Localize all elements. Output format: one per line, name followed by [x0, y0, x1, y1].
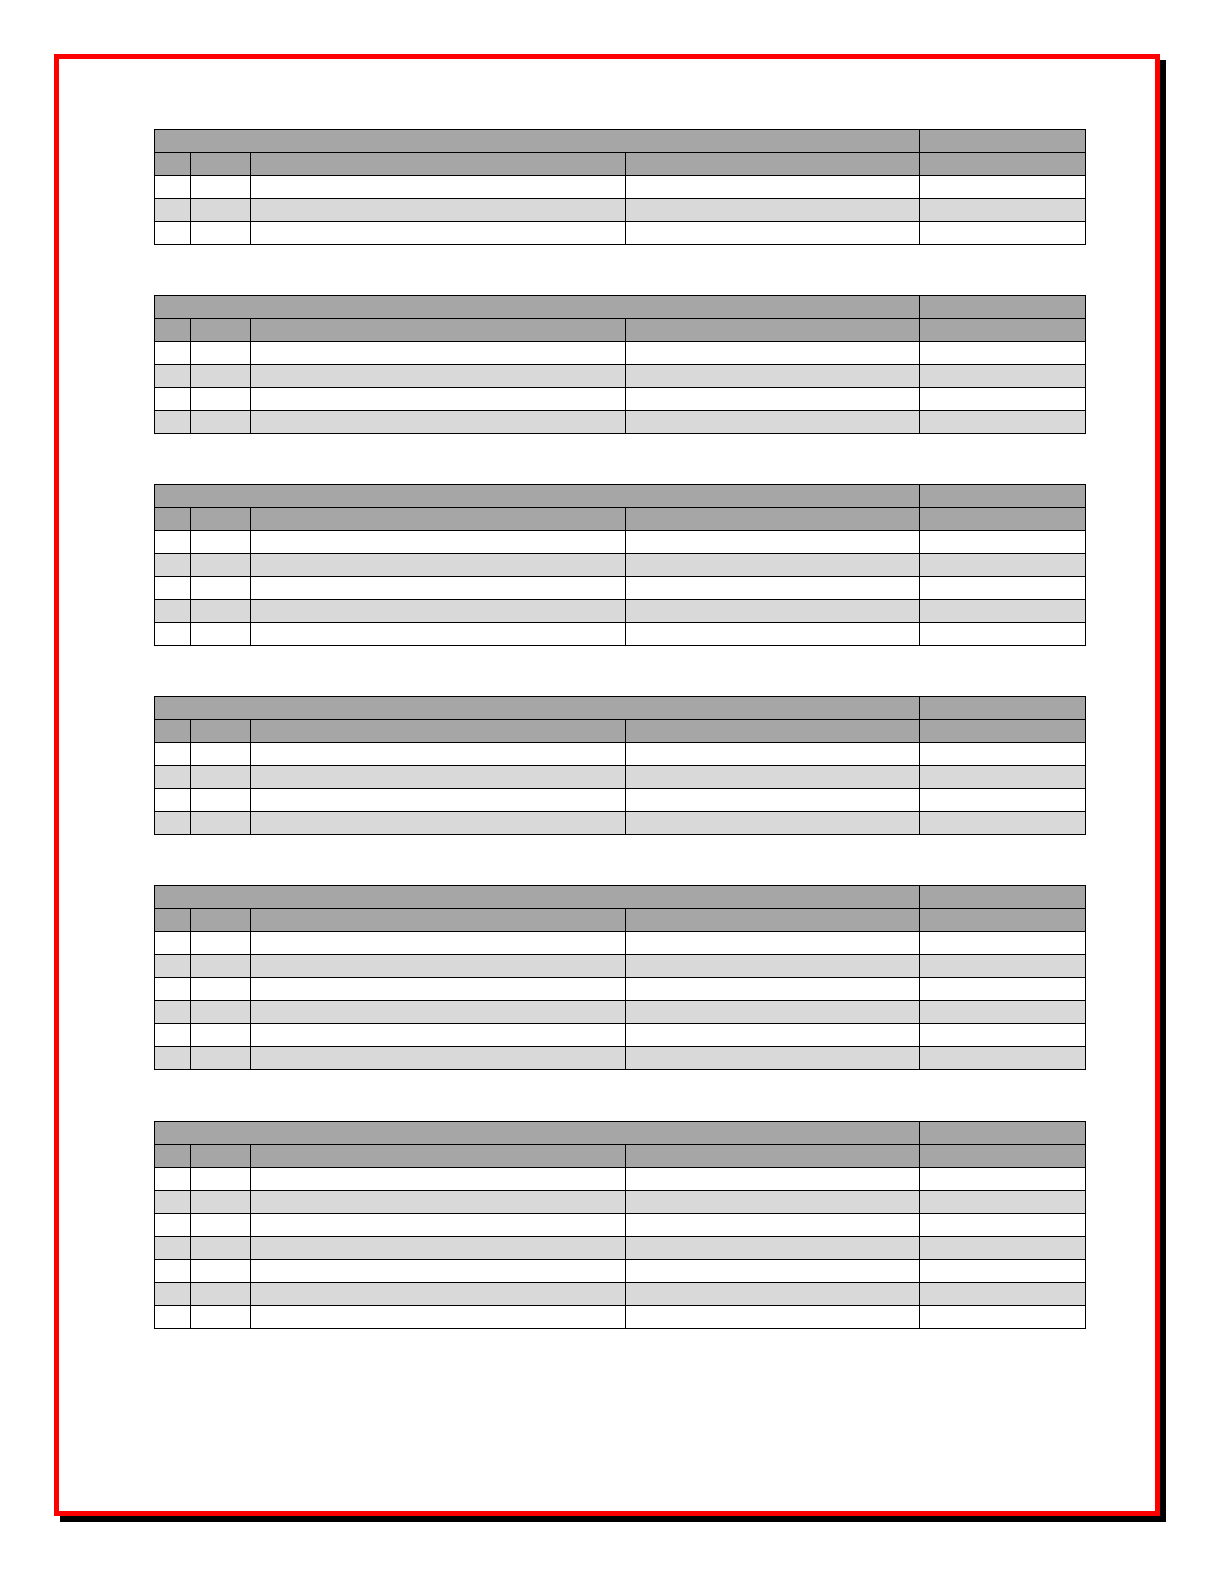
- table-row: [155, 1191, 1086, 1214]
- table-cell[interactable]: [191, 812, 251, 835]
- table-row: [155, 1214, 1086, 1237]
- table-cell[interactable]: [626, 1283, 920, 1306]
- table-title: [155, 697, 920, 720]
- table-cell[interactable]: [251, 623, 626, 646]
- table-cell[interactable]: [251, 1047, 626, 1070]
- table-row: [155, 365, 1086, 388]
- table-cell[interactable]: [920, 743, 1086, 766]
- table-cell[interactable]: [155, 1237, 191, 1260]
- column-header: [155, 909, 191, 932]
- column-header: [920, 319, 1086, 342]
- table-cell[interactable]: [251, 577, 626, 600]
- table-cell[interactable]: [155, 365, 191, 388]
- column-header: [626, 720, 920, 743]
- table-cell[interactable]: [155, 1191, 191, 1214]
- table-cell[interactable]: [920, 978, 1086, 1001]
- form-table-2: [154, 295, 1086, 434]
- table-cell[interactable]: [191, 411, 251, 434]
- table-cell[interactable]: [155, 623, 191, 646]
- column-header: [251, 508, 626, 531]
- table-row: [155, 222, 1086, 245]
- table-cell[interactable]: [191, 932, 251, 955]
- table-cell[interactable]: [626, 222, 920, 245]
- column-header: [251, 153, 626, 176]
- table-cell[interactable]: [626, 932, 920, 955]
- table-cell[interactable]: [920, 789, 1086, 812]
- table-row: [155, 411, 1086, 434]
- column-header: [626, 153, 920, 176]
- table-cell[interactable]: [155, 1214, 191, 1237]
- table-cell[interactable]: [191, 531, 251, 554]
- column-header: [251, 909, 626, 932]
- table-cell[interactable]: [626, 411, 920, 434]
- table-title-row: [155, 697, 1086, 720]
- table-title-right: [920, 886, 1086, 909]
- table-cell[interactable]: [155, 1001, 191, 1024]
- form-table-3: [154, 484, 1086, 646]
- table-cell[interactable]: [626, 176, 920, 199]
- table-cell[interactable]: [191, 743, 251, 766]
- form-table-1: [154, 129, 1086, 245]
- table-cell[interactable]: [626, 1191, 920, 1214]
- column-header: [626, 909, 920, 932]
- table-cell[interactable]: [155, 789, 191, 812]
- table-cell[interactable]: [191, 766, 251, 789]
- table-cell[interactable]: [191, 623, 251, 646]
- table-row: [155, 812, 1086, 835]
- form-table-6: [154, 1121, 1086, 1329]
- table-cell[interactable]: [191, 577, 251, 600]
- table-title-row: [155, 886, 1086, 909]
- table-row: [155, 743, 1086, 766]
- column-header: [155, 153, 191, 176]
- table-cell[interactable]: [920, 342, 1086, 365]
- table-cell[interactable]: [155, 1260, 191, 1283]
- table-cell[interactable]: [920, 1260, 1086, 1283]
- table-cell[interactable]: [251, 1024, 626, 1047]
- table-row: [155, 199, 1086, 222]
- table-cell[interactable]: [155, 743, 191, 766]
- table-title-right: [920, 485, 1086, 508]
- table-cell[interactable]: [626, 978, 920, 1001]
- table-cell[interactable]: [626, 766, 920, 789]
- table-cell[interactable]: [155, 955, 191, 978]
- table-cell[interactable]: [251, 1001, 626, 1024]
- table-cell[interactable]: [251, 176, 626, 199]
- table-row: [155, 766, 1086, 789]
- table-row: [155, 978, 1086, 1001]
- table-cell[interactable]: [920, 932, 1086, 955]
- table-cell[interactable]: [191, 222, 251, 245]
- table-cell[interactable]: [191, 1237, 251, 1260]
- table-title-right: [920, 296, 1086, 319]
- table-cell[interactable]: [251, 1283, 626, 1306]
- table-cell[interactable]: [155, 1306, 191, 1329]
- table-cell[interactable]: [920, 199, 1086, 222]
- table-cell[interactable]: [920, 222, 1086, 245]
- table-cell[interactable]: [191, 176, 251, 199]
- table-cell[interactable]: [626, 342, 920, 365]
- table-cell[interactable]: [626, 1306, 920, 1329]
- table-cell[interactable]: [191, 600, 251, 623]
- table-title: [155, 1122, 920, 1145]
- table-cell[interactable]: [920, 623, 1086, 646]
- table-cell[interactable]: [191, 1024, 251, 1047]
- table-cell[interactable]: [155, 766, 191, 789]
- table-cell[interactable]: [251, 1191, 626, 1214]
- table-title-row: [155, 130, 1086, 153]
- table-title: [155, 130, 920, 153]
- table-cell[interactable]: [251, 1260, 626, 1283]
- table-cell[interactable]: [155, 577, 191, 600]
- table-cell[interactable]: [191, 365, 251, 388]
- table-cell[interactable]: [626, 600, 920, 623]
- table-row: [155, 1047, 1086, 1070]
- table-cell[interactable]: [155, 388, 191, 411]
- table-cell[interactable]: [191, 1214, 251, 1237]
- table-row: [155, 1237, 1086, 1260]
- table-cell[interactable]: [920, 955, 1086, 978]
- table-cell[interactable]: [155, 1024, 191, 1047]
- table-cell[interactable]: [626, 812, 920, 835]
- column-header: [191, 720, 251, 743]
- column-header: [191, 319, 251, 342]
- table-cell[interactable]: [191, 1306, 251, 1329]
- table-cell[interactable]: [626, 1168, 920, 1191]
- table-title-right: [920, 130, 1086, 153]
- column-header: [155, 319, 191, 342]
- table-cell[interactable]: [155, 978, 191, 1001]
- table-cell[interactable]: [251, 812, 626, 835]
- table-cell[interactable]: [155, 600, 191, 623]
- table-cell[interactable]: [626, 743, 920, 766]
- table-row: [155, 932, 1086, 955]
- table-cell[interactable]: [920, 1047, 1086, 1070]
- table-cell[interactable]: [920, 600, 1086, 623]
- table-cell[interactable]: [920, 554, 1086, 577]
- column-header: [191, 153, 251, 176]
- table-header-row: [155, 1145, 1086, 1168]
- table-header-row: [155, 508, 1086, 531]
- table-cell[interactable]: [920, 531, 1086, 554]
- table-title: [155, 485, 920, 508]
- table-cell[interactable]: [251, 342, 626, 365]
- table-row: [155, 1260, 1086, 1283]
- table-cell[interactable]: [191, 1047, 251, 1070]
- table-cell[interactable]: [626, 1214, 920, 1237]
- column-header: [251, 720, 626, 743]
- table-title: [155, 296, 920, 319]
- table-cell[interactable]: [626, 1047, 920, 1070]
- table-cell[interactable]: [920, 1283, 1086, 1306]
- table-cell[interactable]: [191, 1001, 251, 1024]
- table-cell[interactable]: [920, 1237, 1086, 1260]
- table-cell[interactable]: [920, 812, 1086, 835]
- table-cell[interactable]: [191, 1191, 251, 1214]
- table-cell[interactable]: [155, 1283, 191, 1306]
- table-cell[interactable]: [920, 1306, 1086, 1329]
- table-cell[interactable]: [155, 932, 191, 955]
- column-header: [920, 720, 1086, 743]
- table-cell[interactable]: [155, 531, 191, 554]
- table-cell[interactable]: [251, 1306, 626, 1329]
- table-cell[interactable]: [191, 789, 251, 812]
- column-header: [920, 508, 1086, 531]
- table-cell[interactable]: [155, 411, 191, 434]
- table-cell[interactable]: [251, 766, 626, 789]
- table-cell[interactable]: [920, 1168, 1086, 1191]
- table-cell[interactable]: [251, 531, 626, 554]
- table-cell[interactable]: [626, 789, 920, 812]
- table-row: [155, 342, 1086, 365]
- column-header: [155, 508, 191, 531]
- table-cell[interactable]: [191, 1168, 251, 1191]
- table-cell[interactable]: [191, 199, 251, 222]
- table-row: [155, 554, 1086, 577]
- table-header-row: [155, 153, 1086, 176]
- table-title-right: [920, 697, 1086, 720]
- table-row: [155, 531, 1086, 554]
- table-cell[interactable]: [626, 199, 920, 222]
- table-cell[interactable]: [251, 600, 626, 623]
- column-header: [191, 909, 251, 932]
- column-header: [920, 909, 1086, 932]
- table-cell[interactable]: [920, 577, 1086, 600]
- table-header-row: [155, 319, 1086, 342]
- table-row: [155, 1001, 1086, 1024]
- table-cell[interactable]: [191, 342, 251, 365]
- column-header: [920, 1145, 1086, 1168]
- column-header: [626, 319, 920, 342]
- table-cell[interactable]: [155, 342, 191, 365]
- column-header: [251, 319, 626, 342]
- table-cell[interactable]: [191, 388, 251, 411]
- table-cell[interactable]: [920, 1214, 1086, 1237]
- table-cell[interactable]: [155, 554, 191, 577]
- column-header: [155, 720, 191, 743]
- table-cell[interactable]: [626, 1237, 920, 1260]
- table-row: [155, 1168, 1086, 1191]
- table-cell[interactable]: [251, 554, 626, 577]
- table-cell[interactable]: [251, 978, 626, 1001]
- form-table-5: [154, 885, 1086, 1070]
- table-cell[interactable]: [155, 1047, 191, 1070]
- column-header: [626, 1145, 920, 1168]
- table-cell[interactable]: [155, 176, 191, 199]
- table-row: [155, 955, 1086, 978]
- table-row: [155, 388, 1086, 411]
- table-cell[interactable]: [626, 1260, 920, 1283]
- table-cell[interactable]: [626, 388, 920, 411]
- table-cell[interactable]: [626, 955, 920, 978]
- column-header: [920, 153, 1086, 176]
- table-cell[interactable]: [251, 222, 626, 245]
- table-cell[interactable]: [155, 1168, 191, 1191]
- table-header-row: [155, 909, 1086, 932]
- table-cell[interactable]: [920, 388, 1086, 411]
- table-cell[interactable]: [251, 411, 626, 434]
- table-cell[interactable]: [920, 176, 1086, 199]
- table-cell[interactable]: [920, 766, 1086, 789]
- table-cell[interactable]: [251, 1214, 626, 1237]
- form-table-4: [154, 696, 1086, 835]
- table-cell[interactable]: [191, 955, 251, 978]
- table-cell[interactable]: [251, 388, 626, 411]
- table-title-row: [155, 296, 1086, 319]
- column-header: [626, 508, 920, 531]
- table-cell[interactable]: [191, 978, 251, 1001]
- table-cell[interactable]: [251, 1168, 626, 1191]
- table-cell[interactable]: [155, 199, 191, 222]
- table-row: [155, 789, 1086, 812]
- column-header: [155, 1145, 191, 1168]
- table-cell[interactable]: [626, 577, 920, 600]
- table-cell[interactable]: [626, 531, 920, 554]
- table-row: [155, 577, 1086, 600]
- table-row: [155, 1306, 1086, 1329]
- table-cell[interactable]: [251, 1237, 626, 1260]
- table-cell[interactable]: [251, 789, 626, 812]
- table-row: [155, 1283, 1086, 1306]
- table-row: [155, 1024, 1086, 1047]
- table-cell[interactable]: [251, 955, 626, 978]
- table-title: [155, 886, 920, 909]
- table-cell[interactable]: [920, 1191, 1086, 1214]
- table-cell[interactable]: [626, 365, 920, 388]
- table-title-row: [155, 485, 1086, 508]
- table-cell[interactable]: [251, 199, 626, 222]
- table-cell[interactable]: [626, 1001, 920, 1024]
- table-cell[interactable]: [920, 365, 1086, 388]
- table-title-row: [155, 1122, 1086, 1145]
- table-cell[interactable]: [251, 743, 626, 766]
- table-cell[interactable]: [251, 932, 626, 955]
- table-cell[interactable]: [626, 623, 920, 646]
- column-header: [191, 508, 251, 531]
- table-header-row: [155, 720, 1086, 743]
- table-cell[interactable]: [191, 1283, 251, 1306]
- table-cell[interactable]: [920, 411, 1086, 434]
- column-header: [251, 1145, 626, 1168]
- table-row: [155, 176, 1086, 199]
- table-cell[interactable]: [191, 1260, 251, 1283]
- table-cell[interactable]: [920, 1024, 1086, 1047]
- column-header: [191, 1145, 251, 1168]
- table-cell[interactable]: [626, 1024, 920, 1047]
- table-cell[interactable]: [191, 554, 251, 577]
- table-cell[interactable]: [920, 1001, 1086, 1024]
- table-cell[interactable]: [251, 365, 626, 388]
- table-cell[interactable]: [155, 812, 191, 835]
- table-cell[interactable]: [155, 222, 191, 245]
- table-cell[interactable]: [626, 554, 920, 577]
- table-row: [155, 623, 1086, 646]
- table-title-right: [920, 1122, 1086, 1145]
- table-row: [155, 600, 1086, 623]
